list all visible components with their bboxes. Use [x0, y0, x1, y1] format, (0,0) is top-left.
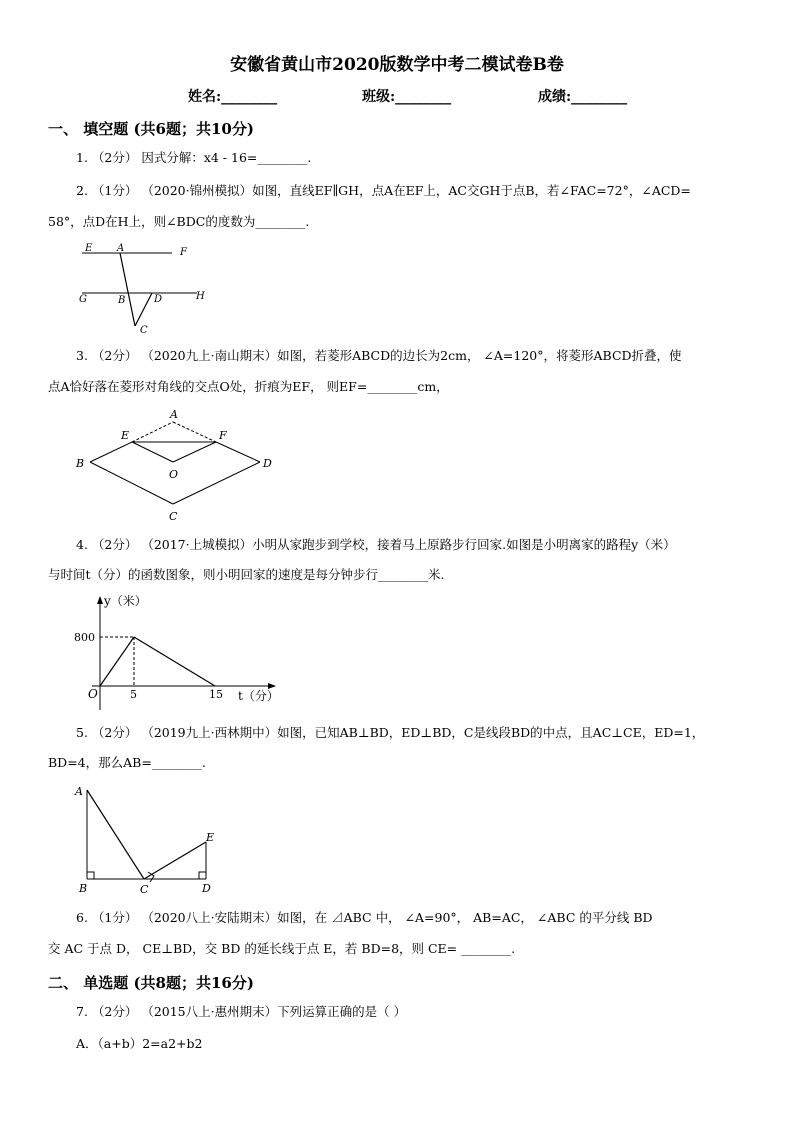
y-axis-label: y（米）	[104, 594, 147, 608]
label-e: E	[85, 243, 93, 254]
figure-q5-right-triangles	[72, 782, 222, 897]
label-b: B	[118, 295, 126, 306]
score-field: 成绩:________	[538, 89, 628, 105]
question-5-line-2: BD=4，那么AB=________.	[48, 755, 206, 770]
label-a: A	[75, 785, 83, 798]
page-title: 安徽省黄山市2020版数学中考二模试卷B卷	[230, 55, 564, 75]
question-3-line-2: 点A恰好落在菱形对角线的交点O处，折痕为EF， 则EF=________cm，	[48, 379, 449, 394]
section-single-choice-heading: 二、 单选题 (共8题；共16分)	[48, 974, 254, 992]
label-d: D	[154, 294, 163, 305]
question-6-line-1: 6. （1分） （2020八上·安陆期末）如图，在 ⊿ABC 中， ∠A=90°， AB=AC， ∠ABC 的平分线 BD	[76, 910, 653, 925]
figure-q3-rhombus	[70, 404, 285, 526]
question-3-line-1: 3. （2分） （2020九上·南山期末）如图，若菱形ABCD的边长为2cm， ∠A=120°，将菱形ABCD折叠，使	[76, 348, 682, 363]
label-d: D	[202, 882, 211, 895]
name-field: 姓名:________	[188, 89, 278, 105]
figure-q2-parallel-lines	[72, 240, 222, 340]
label-f: F	[219, 429, 227, 442]
question-2-line-2: 58°，点D在H上，则∠BDC的度数为________.	[48, 214, 310, 229]
label-a: A	[170, 408, 178, 421]
question-4-line-2: 与时间t（分）的函数图象，则小明回家的速度是每分钟步行________米.	[48, 567, 445, 582]
class-field: 班级:________	[362, 89, 452, 105]
label-g: G	[79, 294, 87, 305]
x-tick-15: 15	[209, 688, 223, 701]
label-f: F	[180, 247, 187, 258]
section-fill-blank-heading: 一、 填空题 (共6题；共10分)	[48, 120, 254, 138]
label-b: B	[76, 457, 85, 470]
y-tick-800: 800	[74, 631, 95, 644]
label-a: A	[117, 243, 125, 254]
x-tick-5: 5	[130, 688, 137, 701]
question-7: 7. （2分） （2015八上·惠州期末）下列运算正确的是（ ）	[76, 1004, 407, 1019]
question-5-line-1: 5. （2分） （2019九上·西林期中）如图，已知AB⊥BD，ED⊥BD，C是线段BD的中点，且AC⊥CE，ED=1，	[76, 725, 705, 740]
label-d: D	[263, 457, 272, 470]
label-b: B	[79, 882, 88, 895]
question-2-line-1: 2. （1分） （2020·锦州模拟）如图，直线EF∥GH，点A在EF上，AC交GH于点B，若∠FAC=72°，∠ACD=	[76, 183, 691, 198]
question-4-line-1: 4. （2分） （2017·上城模拟）小明从家跑步到学校，接着马上原路步行回家.如图是小明离家的路程y（米）	[76, 537, 676, 552]
question-1: 1. （2分） 因式分解：x4 - 16=________.	[76, 150, 312, 165]
question-6-line-2: 交 AC 于点 D， CE⊥BD，交 BD 的延长线于点 E，若 BD=8，则 CE= ________.	[48, 941, 516, 956]
label-o: O	[169, 468, 179, 481]
label-c: C	[140, 325, 148, 336]
label-c: C	[169, 510, 178, 523]
question-7-option-a: A．（a+b）2=a2+b2	[76, 1036, 203, 1051]
label-e: E	[206, 831, 215, 844]
label-h: H	[196, 291, 205, 302]
figure-q4-distance-time-graph	[70, 592, 290, 714]
origin-label: O	[88, 687, 98, 701]
label-c: C	[140, 883, 149, 896]
label-e: E	[121, 429, 130, 442]
x-axis-label: t（分）	[238, 689, 279, 703]
